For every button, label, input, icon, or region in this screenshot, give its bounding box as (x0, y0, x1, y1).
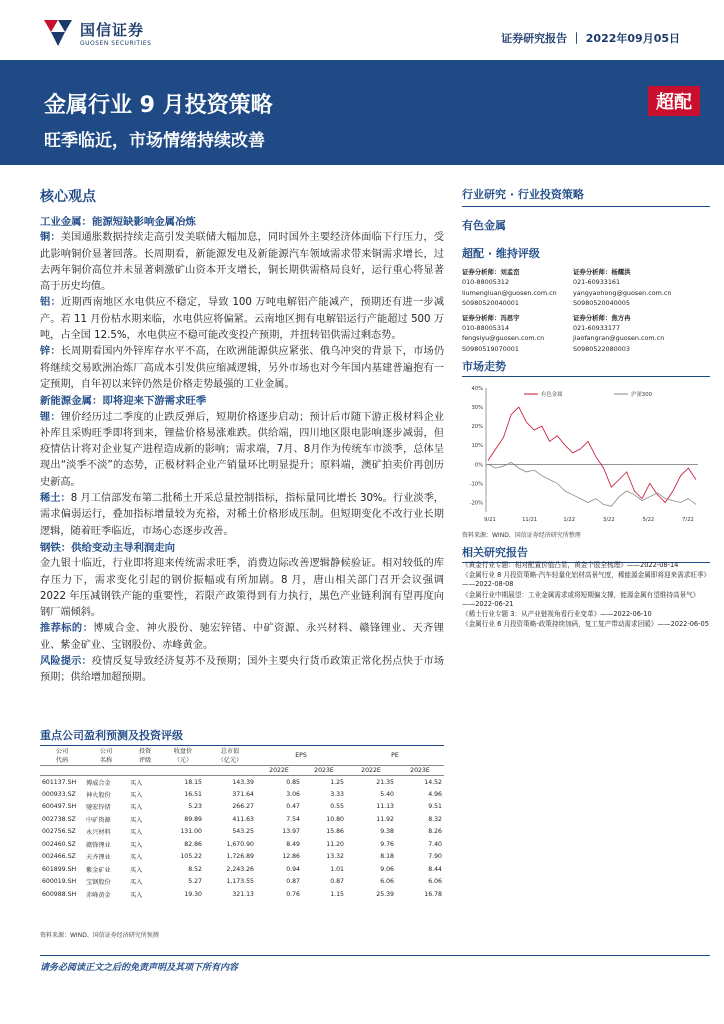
forecast-table (40, 745, 444, 901)
y-tick-label: 40% (471, 386, 483, 392)
para-copper (40, 230, 444, 295)
table-row (40, 863, 444, 876)
chart-source: 资料来源：WIND、国信证券经济研究所整理 (462, 532, 581, 539)
th-rating: 投资 评级 (128, 745, 162, 766)
cell-name: 天齐锂业 (86, 854, 111, 862)
th-pe: PE (346, 745, 444, 766)
rating-badge: 超配 (648, 86, 700, 116)
cell-eps-2022: 0.76 (286, 890, 300, 898)
table-header-row-2 (40, 766, 444, 776)
th-eps-2022: 2022E (256, 766, 302, 776)
table-row (40, 888, 444, 901)
cell-pe-2022: 6.06 (380, 878, 394, 886)
text-recommend: 博威合金、神火股份、驰宏锌锗、中矿资源、永兴材料、赣锋锂业、天齐锂业、紫金矿业、宝钢股份、赤峰黄金。 (40, 623, 444, 651)
table-row (40, 801, 444, 814)
legend-label: 沪深300 (631, 392, 653, 398)
cell-pe-2023: 7.40 (428, 840, 442, 848)
cell-price: 8.52 (188, 865, 202, 873)
cell-rating: 买入 (130, 816, 143, 824)
cell-cap: 1,173.55 (226, 878, 254, 886)
cell-cap: 543.25 (232, 828, 254, 836)
cell-code: 600497.SH (42, 803, 77, 811)
cell-pe-2022: 8.18 (380, 853, 394, 861)
cell-rating: 买入 (130, 779, 143, 787)
cell-name: 紫金矿业 (86, 866, 111, 874)
analyst-card (462, 313, 573, 355)
para-risk (40, 654, 444, 687)
cell-eps-2023: 11.20 (326, 840, 344, 848)
x-tick-label: 11/21 (522, 517, 538, 523)
analyst-card (573, 267, 710, 309)
y-tick-label: 30% (471, 405, 483, 412)
x-tick-label: 7/22 (682, 517, 694, 523)
cell-pe-2023: 4.96 (428, 790, 442, 798)
core-views (40, 186, 444, 687)
x-tick-label: 1/22 (563, 517, 576, 523)
cell-price: 5.27 (188, 878, 202, 886)
cell-code: 002460.SZ (42, 840, 76, 848)
cell-eps-2023: 13.32 (326, 853, 344, 861)
cell-pe-2023: 16.78 (424, 890, 442, 898)
cell-eps-2022: 0.85 (286, 778, 300, 786)
table-source: 资料来源：WIND、国信证券经济研究所预测 (40, 932, 159, 939)
series-line (488, 462, 696, 506)
cell-name: 永兴材料 (86, 829, 111, 837)
para-recommend (40, 621, 444, 654)
cell-cap: 143.39 (232, 778, 254, 786)
cell-eps-2023: 15.86 (326, 828, 344, 836)
cell-eps-2022: 7.54 (286, 815, 300, 823)
cell-price: 5.23 (188, 803, 202, 811)
cell-code: 600019.SH (42, 878, 77, 886)
side-panel (462, 186, 710, 358)
cell-rating: 买入 (130, 829, 143, 837)
analyst-list (462, 267, 710, 358)
cell-pe-2023: 8.44 (428, 865, 442, 873)
analyst-phone: 010-88005312 (462, 278, 510, 287)
cell-rating: 买入 (130, 854, 143, 862)
top-bar (0, 0, 724, 60)
analyst-name: 冯思宇 (500, 313, 520, 322)
cell-eps-2022: 12.86 (282, 853, 300, 861)
cell-code: 000933.SZ (42, 790, 76, 798)
cell-eps-2022: 0.94 (286, 865, 300, 873)
para-rare-earth (40, 491, 444, 540)
cell-pe-2022: 9.76 (380, 840, 394, 848)
cell-name: 宝钢股份 (86, 879, 111, 887)
th-price: 收盘价 （元） (162, 745, 204, 766)
cell-name: 驰宏锌锗 (86, 804, 111, 812)
cell-price: 105.22 (180, 853, 202, 861)
cell-price: 131.00 (180, 828, 202, 836)
analyst-cert: S0980520040005 (573, 299, 630, 308)
analyst-name: 杨耀洪 (611, 268, 631, 276)
text-lithium: 锂价经历过二季度的止跌反弹后，短期价格逐步启动；预计后市随下游正极材料企业补库且采购旺季即将到来，锂盐价格易涨难跌。供给端，四川地区限电影响逐步减弱，但疫情估计将对企业复产进程造成新的影响；需求端，7月、8月作为传统车市淡季，总体呈现出“淡季不淡”的态势，正极材料企业产销量环比明显提升；原料端，澳矿拍卖价再创历史新高。 (40, 411, 445, 488)
section-steel: 钢铁：供给变动主导利润走向 (40, 541, 176, 554)
analyst-email[interactable]: yangyaohong@guosen.com.cn (573, 288, 672, 297)
lead-recommend: 推荐标的： (40, 623, 94, 635)
cell-rating: 买入 (130, 791, 143, 799)
table-row (40, 776, 444, 789)
market-heading: 市场走势 (462, 358, 710, 377)
cell-cap: 411.63 (232, 815, 254, 823)
table-title: 重点公司盈利预测及投资评级 (40, 727, 444, 746)
table-row (40, 813, 444, 826)
cell-code: 002738.SZ (42, 815, 76, 823)
para-lithium (40, 410, 444, 491)
market-heading-wrap (462, 358, 710, 377)
analyst-name: 焦方冉 (611, 313, 631, 322)
cell-price: 18.15 (184, 778, 202, 786)
cell-pe-2023: 8.32 (428, 815, 442, 823)
cell-pe-2022: 9.06 (380, 865, 394, 873)
cell-cap: 266.27 (232, 803, 254, 811)
analyst-phone: 021-60933161 (573, 278, 621, 287)
cell-pe-2022: 25.39 (376, 890, 394, 898)
cell-code: 002466.SZ (42, 853, 76, 861)
cell-price: 19.30 (184, 890, 202, 898)
cell-code: 601137.SH (42, 778, 77, 786)
related-list (462, 561, 710, 630)
lead-zinc: 锌： (40, 346, 61, 358)
related-report-item[interactable]: 《黄金行业专题：相对配置价值凸显，黄金个股全梳理》——2022-08-14 (462, 561, 679, 569)
cell-eps-2023: 1.15 (330, 890, 344, 898)
cell-name: 赣锋锂业 (86, 841, 111, 849)
table-header-row-1 (40, 745, 444, 766)
report-tag: 证券研究报告 ｜ 2022年09月05日 (501, 32, 680, 45)
text-copper: 美国通胀数据持续走高引发美联储大幅加息，同时国外主要经济体面临下行压力，受此影响铜价显著回落。长周期看，新能源发电及新能源汽车领域需求带来铜需求增长，过去两年铜价高位并未显著刺激矿山资本开支增长，铜长期供需格局良好，运行重心将显著高于历史均值。 (40, 232, 445, 293)
report-title: 金属行业 9 月投资策略 (44, 93, 273, 118)
cell-pe-2022: 11.13 (376, 803, 394, 811)
footer-disclaimer: 请务必阅读正文之后的免责声明及其项下所有内容 (40, 963, 239, 973)
analyst-email[interactable]: fengsiyu@guosen.com.cn (462, 334, 545, 343)
analyst-title: 证券分析师： (573, 313, 612, 322)
section-new-energy: 新能源金属：即将迎来下游需求旺季 (40, 395, 207, 408)
cell-eps-2023: 3.33 (330, 790, 344, 798)
core-heading: 核心观点 (40, 189, 96, 205)
analyst-phone: 021-60933177 (573, 324, 621, 333)
table-row (40, 826, 444, 839)
cell-pe-2023: 7.90 (428, 853, 442, 861)
cell-pe-2023: 14.52 (424, 778, 442, 786)
cell-eps-2023: 1.25 (330, 778, 344, 786)
cell-pe-2022: 5.40 (380, 790, 394, 798)
logo (40, 18, 151, 48)
cell-cap: 321.13 (232, 890, 254, 898)
side-rating: 超配 · 维持评级 (462, 247, 540, 260)
text-rare-earth: 8 月工信部发布第二批稀土开采总量控制指标，指标量同比增长 30%。行业淡季，需求偏弱运行，叠加指标增量较为充裕，对稀土价格形成压制。但短期变化不改行业长期逻辑，随着旺季临近，市场心态逐步改善。 (40, 493, 444, 537)
table-row (40, 851, 444, 864)
y-tick-label: 10% (471, 443, 483, 450)
cell-price: 89.89 (184, 815, 202, 823)
related-report-item[interactable]: 《金属行业 8 月投资策略-汽车轻量化铝材高景气度，稀能源金属即将迎来需求旺季》——2022-08-08 (462, 571, 707, 589)
guosen-logo-icon (40, 18, 74, 48)
cell-code: 002756.SZ (42, 828, 76, 836)
cell-rating: 买入 (130, 841, 143, 849)
analyst-phone: 010-88005314 (462, 324, 510, 333)
analyst-card (573, 313, 710, 355)
legend-label: 有色金属 (541, 392, 563, 398)
analyst-card (462, 267, 573, 309)
x-tick-label: 5/22 (642, 517, 655, 523)
cell-eps-2023: 0.55 (330, 803, 344, 811)
related-report-item[interactable]: 《稀土行业专题 3：从产业链视角看行业变革》——2022-06-10 (462, 610, 652, 619)
logo-cn: 国信证券 (80, 21, 145, 39)
text-risk: 疫情反复导致经济复苏不及预期；国外主要央行货币政策正常化拐点快于市场预期；供给增加超预期。 (40, 656, 445, 684)
cell-cap: 371.64 (232, 790, 254, 798)
logo-en: GUOSEN SECURITIES (80, 40, 152, 47)
cell-eps-2023: 0.87 (330, 878, 344, 886)
th-pe-2022: 2022E (346, 766, 396, 776)
title-banner (0, 60, 724, 165)
x-tick-label: 9/21 (484, 517, 496, 523)
cell-pe-2023: 8.26 (428, 828, 442, 836)
footer-divider (40, 955, 710, 956)
cell-pe-2023: 9.51 (428, 803, 442, 811)
y-tick-label: -10% (469, 481, 483, 488)
para-aluminum (40, 295, 444, 344)
analyst-title: 证券分析师： (462, 268, 501, 276)
cell-name: 中矿资源 (86, 816, 111, 824)
analyst-cert: S0980519070001 (462, 344, 519, 353)
y-tick-label: 20% (471, 424, 483, 431)
related-heading: 相关研究报告 (462, 544, 710, 563)
cell-eps-2022: 13.97 (282, 828, 300, 836)
cell-pe-2023: 6.06 (428, 878, 442, 886)
text-zinc: 长周期看国内外锌库存水平不高，在欧洲能源供应紧张、俄乌冲突的背景下，市场仍将继续交易欧洲冶炼厂高成本引发供应缩减逻辑，另外市场也对今年国内基建普遍抱有一定预期，自年初以来锌仍然是价格走势最强的工业金属。 (40, 346, 445, 390)
related-report-item[interactable]: 《金属行业 6 月投资策略-政策持续加码，复工复产带动需求回暖》——2022-06-05 (462, 620, 709, 629)
analyst-title: 证券分析师： (462, 313, 501, 322)
cell-eps-2023: 1.01 (330, 865, 344, 873)
analyst-email[interactable]: liumengluan@guosen.com.cn (462, 288, 557, 297)
report-subtitle: 旺季临近，市场情绪持续改善 (44, 131, 265, 151)
cell-rating: 买入 (130, 804, 143, 812)
cell-cap: 1,670.90 (226, 840, 254, 848)
analyst-name: 刘孟峦 (500, 268, 520, 276)
cell-rating: 买入 (130, 879, 143, 887)
cell-name: 赤峰黄金 (86, 891, 111, 899)
analyst-email[interactable]: jiaofangran@guosen.com.cn (573, 334, 665, 343)
table-row (40, 838, 444, 851)
cell-eps-2023: 10.80 (326, 815, 344, 823)
cell-eps-2022: 8.49 (286, 840, 300, 848)
table-row (40, 788, 444, 801)
para-steel: 金九银十临近，行业即将迎来传统需求旺季，消费边际改善逻辑静候验证。相对较低的库存压力下，需求变化引起的钢价振幅或有所加剧。8 月，唐山相关部门召开会议强调 2022 年压减钢铁产能的重要性，若限产政策得到有力执行，黑色产业链利润有望再度向钢厂端倾斜。 (40, 558, 444, 619)
related-report-item[interactable]: 《金属行业中期展望：工业金属需求或将短期偏支撑，能源金属有望维持高景气》——2022-06-21 (462, 590, 700, 608)
cell-price: 82.86 (184, 840, 202, 848)
lead-copper: 铜： (40, 232, 61, 244)
analyst-cert: S0980522080003 (573, 344, 630, 353)
th-eps: EPS (256, 745, 346, 766)
lead-risk: 风险提示： (40, 656, 92, 668)
cell-cap: 1,726.89 (226, 853, 254, 861)
lead-rare-earth: 稀土： (40, 493, 71, 505)
sector-label: 有色金属 (462, 219, 506, 232)
market-chart (462, 378, 710, 528)
series-line (488, 407, 696, 502)
cell-pe-2022: 9.38 (380, 828, 394, 836)
cell-rating: 买入 (130, 866, 143, 874)
y-tick-label: 0% (474, 462, 483, 469)
section-industrial-metals: 工业金属：能源短缺影响金属冶炼 (40, 216, 196, 228)
cell-pe-2022: 21.35 (376, 778, 394, 786)
table-row (40, 876, 444, 889)
th-eps-2023: 2023E (302, 766, 346, 776)
cell-code: 600988.SH (42, 890, 77, 898)
cell-pe-2022: 11.92 (376, 815, 394, 823)
analyst-title: 证券分析师： (573, 268, 612, 276)
cell-name: 博威合金 (86, 779, 111, 787)
cell-price: 16.51 (184, 790, 202, 798)
text-aluminum: 近期西南地区水电供应不稳定，导致 100 万吨电解铝产能减产，预期还有进一步减产。若 11 月份枯水期来临，水电供应将偏紧。云南地区拥有电解铝运行产能超过 500 万吨，占全国 12.5%，水电供应不稳可能改变投产预期，并扭转铝供需过剩态势。 (40, 297, 445, 342)
cell-name: 神火股份 (86, 791, 111, 799)
cell-eps-2022: 0.87 (286, 878, 300, 886)
analyst-cert: S0980520040001 (462, 299, 519, 308)
para-zinc (40, 344, 444, 393)
industry-label: 行业研究 · 行业投资策略 (462, 186, 710, 207)
th-pe-2023: 2023E (396, 766, 444, 776)
th-name: 公司 名称 (84, 745, 128, 766)
y-tick-label: -20% (469, 500, 483, 507)
cell-cap: 2,243.26 (226, 865, 254, 873)
cell-rating: 买入 (130, 891, 143, 899)
lead-aluminum: 铝： (40, 297, 61, 309)
lead-lithium: 锂： (40, 411, 61, 423)
cell-code: 601899.SH (42, 865, 77, 873)
x-tick-label: 3/22 (602, 517, 615, 523)
cell-eps-2022: 3.06 (286, 790, 300, 798)
th-code: 公司 代码 (40, 745, 84, 766)
cell-eps-2022: 0.47 (286, 803, 300, 811)
th-cap: 总市值 （亿元） (204, 745, 256, 766)
